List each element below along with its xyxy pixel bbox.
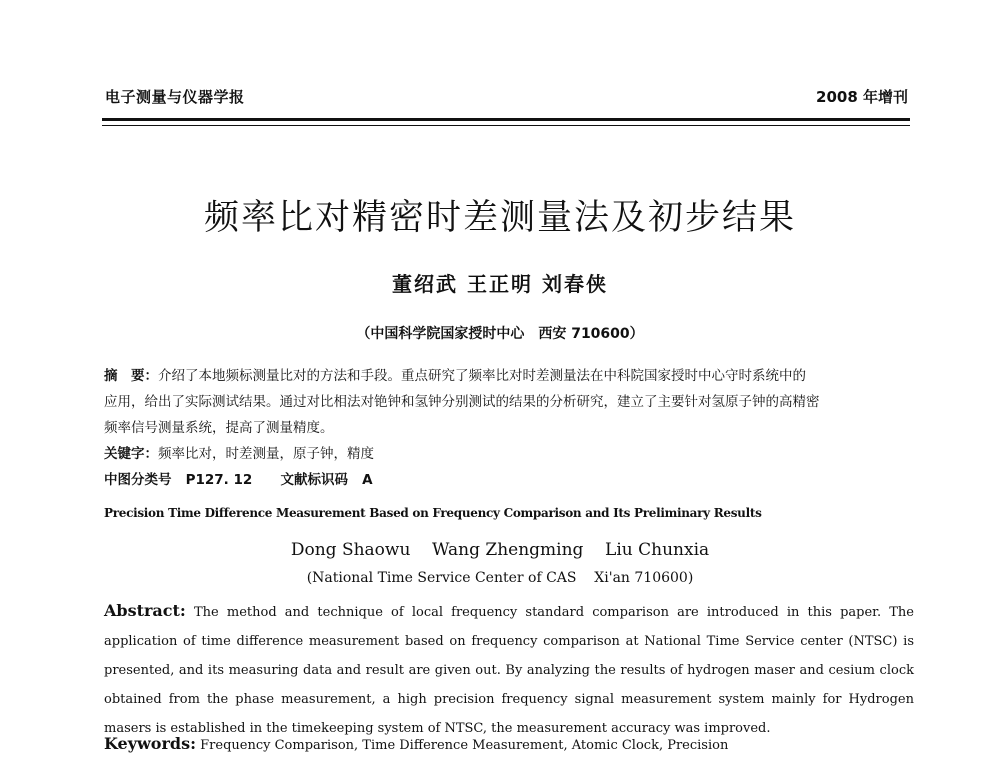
abstract-cn-line-3: 频率信号测量系统，提高了测量精度。 [104, 420, 334, 436]
abstract-en-label: Abstract: [104, 601, 186, 620]
keywords-en-text: Frequency Comparison, Time Difference Measurement, Atomic Clock, Precision [200, 738, 729, 753]
classification-line [104, 467, 914, 493]
abstract-cn-line-2: 应用，给出了实际测试结果。通过对比相法对铯钟和氢钟分别测试的结果的分析研究，建立了主要针对氢原子钟的高精密 [104, 394, 820, 410]
doc-code-label: 文献标识码 [280, 472, 349, 488]
keywords-cn-label: 关键字： [104, 446, 158, 462]
journal-name: 电子测量与仪器学报 [105, 88, 245, 106]
abstract-cn-block [104, 363, 914, 493]
affiliation-cn: （中国科学院国家授时中心 西安 710600） [356, 326, 644, 342]
abstract-cn-text-1: 介绍了本地频标测量比对的方法和手段。重点研究了频率比对时差测量法在中科院国家授时中心守时系统中的 [158, 368, 806, 384]
abstract-cn-line-1 [104, 363, 914, 389]
authors-cn: 董绍武 王正明 刘春侠 [392, 272, 608, 296]
abstract-cn-label: 摘 要： [104, 368, 158, 384]
doc-code-value: A [362, 472, 373, 488]
keywords-en [104, 734, 728, 753]
issue-label: 2008 年增刊 [816, 88, 908, 106]
clc-label: 中图分类号 [104, 472, 172, 488]
affiliation-en: (National Time Service Center of CAS Xi'an 710600) [306, 570, 694, 586]
header-rule-thick [102, 118, 910, 121]
paper-title-en: Precision Time Difference Measurement Based on Frequency Comparison and Its Preliminary Results [104, 506, 762, 520]
keywords-en-label: Keywords: [104, 734, 197, 753]
paper-title-cn: 频率比对精密时差测量法及初步结果 [203, 198, 796, 238]
clc-value: P127. 12 [185, 472, 253, 488]
abstract-en-text: The method and technique of local frequency standard comparison are introduced in this paper. The application of time difference measurement based on frequency comparison at National Time Service center (NTSC) is presented, and its measuring data and result are given out. By analyzing the results of hydrogen maser and cesium clock obtained from the phase measurement, a high precision frequency signal measurement system mainly for Hydrogen masers is established in the timekeeping system of NTSC, the measurement accuracy was improved. [104, 605, 914, 736]
keywords-cn-text: 频率比对，时差测量，原子钟，精度 [158, 446, 374, 462]
keywords-cn [104, 441, 914, 467]
authors-en: Dong Shaowu Wang Zhengming Liu Chunxia [290, 540, 710, 560]
header-rule-thin [102, 125, 910, 126]
abstract-en [104, 596, 914, 743]
